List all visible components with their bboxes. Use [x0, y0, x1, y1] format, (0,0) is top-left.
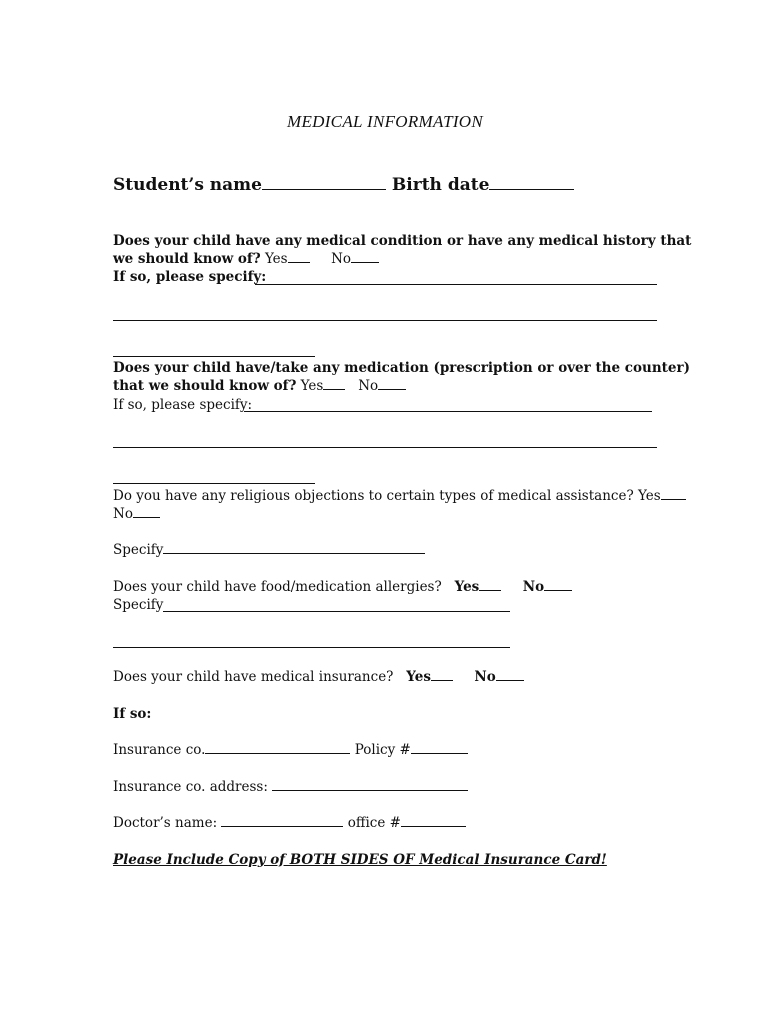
- q4-yes-field[interactable]: [479, 578, 501, 591]
- q5-yes-label: Yes: [406, 669, 431, 685]
- page-title: MEDICAL INFORMATION: [287, 112, 483, 131]
- office-label: office #: [347, 815, 401, 831]
- student-name-label: Student’s name: [113, 175, 262, 195]
- q2-yes-label: Yes: [300, 378, 324, 394]
- q1-line2: we should know of? Yes No: [113, 250, 658, 268]
- q2-no-field[interactable]: [378, 377, 406, 390]
- q1-no-field[interactable]: [351, 250, 379, 263]
- q4-specify-row: Specify: [113, 597, 164, 613]
- q3-line1: Do you have any religious objections to certain types of medical assistance? Yes: [113, 487, 658, 505]
- student-info-row: [113, 174, 658, 196]
- if-so-label: If so:: [113, 706, 152, 722]
- birth-date-field[interactable]: [489, 174, 574, 190]
- q5-no-field[interactable]: [496, 668, 524, 681]
- insurance-address-row: [113, 778, 658, 796]
- q2-extra-line-2[interactable]: [113, 483, 315, 484]
- q1-text-line1: Does your child have any medical condition or have any medical history that: [113, 233, 692, 249]
- q5-line1: Does your child have medical insurance? Yes No: [113, 668, 658, 686]
- q4-line1: Does your child have food/medication allergies? Yes No: [113, 578, 658, 596]
- q3-specify-field[interactable]: [163, 541, 425, 554]
- q2-specify-row: If so, please specify:: [113, 397, 253, 413]
- insurance-co-label: Insurance co.: [113, 742, 206, 758]
- doctor-row: [113, 814, 658, 832]
- q3-no-label: No: [113, 506, 133, 522]
- q1-yes-field[interactable]: [288, 250, 310, 263]
- doctor-name-label: Doctor’s name:: [113, 815, 218, 831]
- insurance-row: [113, 741, 658, 759]
- q4-specify-field[interactable]: [163, 611, 510, 612]
- q1-no-label: No: [331, 251, 352, 267]
- q4-no-field[interactable]: [544, 578, 572, 591]
- student-name-field[interactable]: [262, 174, 386, 190]
- q1-extra-line-1[interactable]: [113, 320, 657, 321]
- insurance-address-label: Insurance co. address:: [113, 779, 268, 795]
- q1-yes-label: Yes: [264, 251, 288, 267]
- q4-extra-line[interactable]: [113, 647, 510, 648]
- q3-specify-row: Specify: [113, 541, 658, 559]
- q2-line2: that we should know of? Yes No: [113, 377, 658, 395]
- q3-no-field[interactable]: [133, 505, 160, 518]
- footer-note: Please Include Copy of BOTH SIDES OF Medical Insurance Card!: [113, 852, 607, 868]
- insurance-address-field[interactable]: [272, 778, 468, 791]
- q1-specify-row: If so, please specify:: [113, 269, 267, 285]
- birth-date-label: Birth date: [391, 175, 490, 195]
- insurance-co-field[interactable]: [205, 741, 350, 754]
- q3-yes-field[interactable]: [661, 487, 686, 500]
- office-field[interactable]: [401, 814, 466, 827]
- q2-yes-field[interactable]: [323, 377, 345, 390]
- q4-yes-label: Yes: [454, 579, 480, 595]
- q3-line2: [113, 505, 658, 523]
- q5-yes-field[interactable]: [431, 668, 453, 681]
- q1-extra-line-2[interactable]: [113, 356, 315, 357]
- q5-no-label: No: [474, 669, 496, 685]
- q2-specify-field[interactable]: [244, 411, 652, 412]
- policy-label: Policy #: [354, 742, 411, 758]
- q2-extra-line-1[interactable]: [113, 447, 657, 448]
- q4-no-label: No: [522, 579, 545, 595]
- doctor-name-field[interactable]: [221, 814, 343, 827]
- policy-field[interactable]: [411, 741, 468, 754]
- q1-specify-field[interactable]: [255, 284, 657, 285]
- q2-no-label: No: [358, 378, 379, 394]
- q2-text-line1: Does your child have/take any medication (prescription or over the counter): [113, 360, 690, 376]
